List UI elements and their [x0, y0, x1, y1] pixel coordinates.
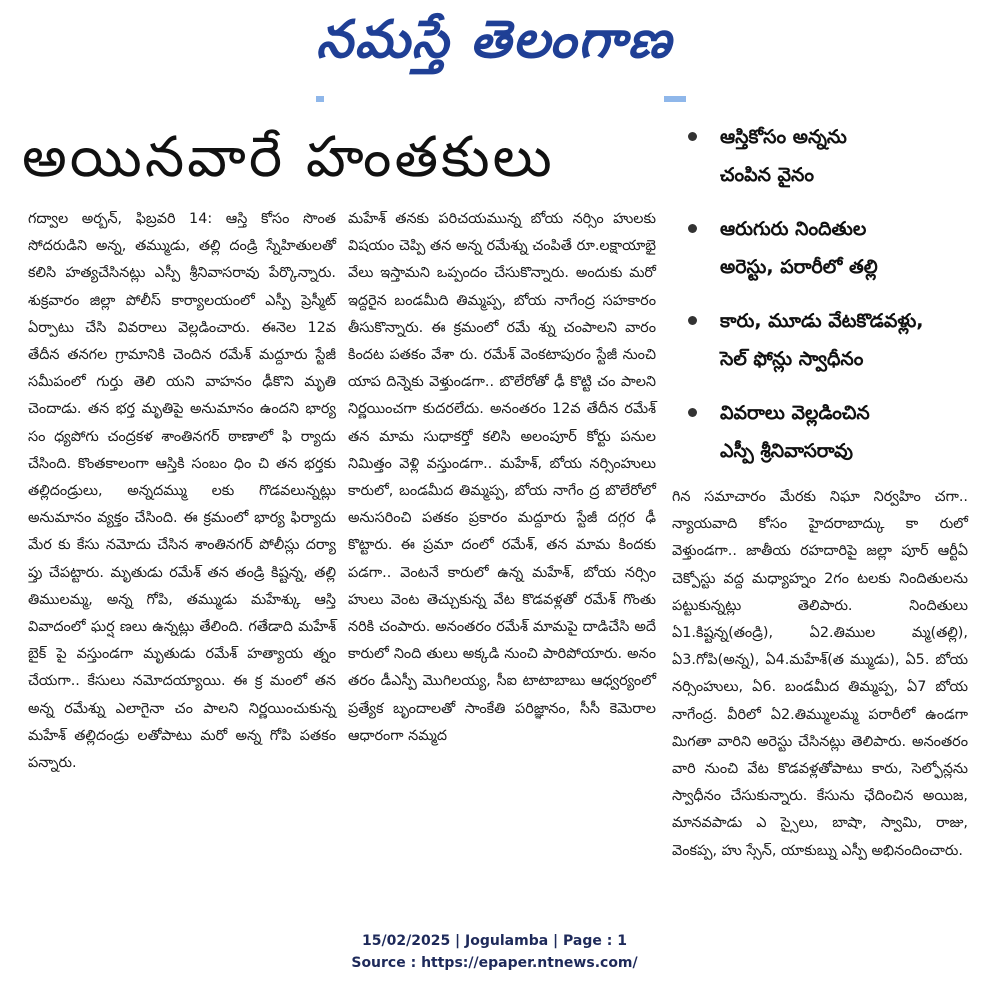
- highlights-box: [680, 118, 980, 486]
- article-paragraph: గిన సమాచారం మేరకు నిఘా నిర్వహిం చగా.. న్యాయవాది కోసం హైదరాబాద్కు కా రులో వెళ్తుండగా.. జాతీయ రహదారిపై జల్లా పూర్ ఆర్టీఏ చెక్పోస్టు వద్ద మధ్యాహ్నం 2గం టలకు నిందితులను పట్టుకున్నట్లు తెలిపారు. నిందితులు ఏ1.కిష్టన్న(తండ్రి), ఏ2.తిముల మ్మ(తల్లి), ఏ3.గోపి(అన్న), ఏ4.మహేశ్(త మ్ముడు), ఏ5. బోయ నర్సింహులు, ఏ6. బండమీద తిమ్మప్ప, ఏ7 బోయ నాగేంద్ర. వీరిలో ఏ2.తిమ్ములమ్మ పరారీలో ఉండగా మిగతా వారిని అరెస్టు చేసినట్లు తెలిపారు. అనంతరం వారి నుంచి వేట కొడవళ్లతోపాటు కారు, సెల్ఫోన్లను స్వాధీనం చేసుకున్నారు. కేసును ఛేదించిన అయిజ, మానవపాడు ఎ స్సైలు, బాషా, స్వామి, రాజు, వెంకప్ప, హు స్సేన్, యాకుబ్ను ఎస్పీ అభినందించారు.: [672, 489, 968, 859]
- article-column-3: [672, 484, 968, 910]
- highlight-line: కారు, మూడు వేటకొడవళ్లు,: [720, 310, 924, 332]
- highlight-item: [680, 118, 980, 194]
- decorative-dots-right: [664, 96, 686, 102]
- article-column-1: [28, 206, 336, 906]
- bullet-icon: [688, 224, 697, 233]
- bullet-icon: [688, 316, 697, 325]
- highlight-line: ఆరుగురు నిందితుల: [720, 218, 867, 240]
- highlight-line: ఎస్పీ శ్రీనివాసరావు: [720, 440, 853, 462]
- highlight-line: చంపిన వైనం: [720, 164, 815, 186]
- highlight-line: అరెస్టు, పరారీలో తల్లి: [720, 256, 878, 278]
- source-link[interactable]: Source : https://epaper.ntnews.com/: [351, 955, 638, 971]
- bullet-icon: [688, 132, 697, 141]
- article-paragraph: మహేశ్ తనకు పరిచయమున్న బోయ నర్సిం హులకు విషయం చెప్పి తన అన్న రమేశ్ను చంపితే రూ.లక్షాయాభై వేలు ఇస్తామని ఒప్పందం చేసుకొన్నారు. అందుకు మరో ఇద్దరైన బండమీది తిమ్మప్ప, బోయ నాగేంద్ర సహకారం తీసుకొన్నారు. ఈ క్రమంలో రమే శ్ను చంపాలని వారం కిందట పతకం వేశా రు. రమేశ్ వెంకటాపురం స్టేజీ నుంచి యాప దిన్నెకు వెళ్తుండగా.. బొలేరోతో ఢీ కొట్టి చం పాలని నిర్ణయించగా కుదరలేదు. అనంతరం 12వ తేదీన రమేశ్ తన మామ సుధాకర్తో కలిసి అలంపూర్ కోర్టు పనుల నిమిత్తం వెళ్లి వస్తుండగా.. మహేశ్, బోయ నర్సింహులు కారులో, బండమీద తిమ్మప్ప, బోయ నాగేం ద్ర బొలేరోలో అనుసరించి పతకం ప్రకారం మద్దూరు స్టేజీ దగ్గర ఢీ కొట్టారు. ఈ ప్రమా దంలో రమేశ్, తన మామ కిందకు పడగా.. వెంటనే కారులో ఉన్న మహేశ్, బోయ నర్సిం హులు వెంట తెచ్చుకున్న వేట కొడవళ్లతో రమేశ్ గొంతు నరికి చంపారు. అనంతరం రమేశ్ మామపై దాడిచేసి అదే కారులో నింది తులు అక్కడి నుంచి పారిపోయారు. అనం తరం డీఎస్పీ మొగిలయ్య, సీఐ టాటాబాబు ఆధ్వర్యంలో ప్రత్యేక బృందాలతో సాంకేతి పరిజ్ఞానం, సీసీ కెమెరాల ఆధారంగా నమ్మద: [348, 211, 656, 744]
- article-paragraph: గద్వాల అర్బన్, ఫిబ్రవరి 14: ఆస్తి కోసం సొంత సోదరుడిని అన్న, తమ్ముడు, తల్లి దండ్రి స్నేహితులతో కలిసి హత్యచేసినట్లు ఎస్పీ శ్రీనివాసరావు పేర్కొన్నారు. శుక్రవారం జిల్లా పోలీస్ కార్యాలయంలో ఎస్పీ ప్రెస్మీట్ ఏర్పాటు చేసి వివరాలు వెల్లడించారు. ఈనెల 12వ తేదీన తనగల గ్రామానికి చెందిన రమేశ్ మద్దూరు స్టేజీ సమీపంలో గుర్తు తెలి యని వాహనం ఢీకొని మృతి చెందాడు. తన భర్త మృతిపై అనుమానం ఉందని భార్య సం ధ్యపోగు చంద్రకళ శాంతినగర్ ఠాణాలో ఫి ర్యాదు చేసింది. కొంతకాలంగా ఆస్తికి సంబం ధిం చి తన భర్తకు తల్లిదండ్రులు, అన్నదమ్ము లకు గొడవలున్నట్లు అనుమానం వ్యక్తం చేసింది. ఈ క్రమంలో భార్య ఫిర్యాదు మేర కు కేసు నమోదు చేసిన శాంతినగర్ పోలీస్లు దర్యా ప్తు చేపట్టారు. మృతుడు రమేశ్ తన తండ్రి కిష్టన్న, తల్లి తిములమ్మ, అన్న గోపి, తమ్ముడు మహేశ్కు ఆస్తి వివాదంలో ఘర్ష ణలు ఉన్నట్లు తేలింది. గతేడాది మహేశ్ బైక్ పై వస్తుండగా మృతుడు రమేశ్ హత్యాయ త్నం చేయగా.. కేసులు నమోదయ్యాయి. ఈ క్ర మంలో తన అన్న రమేశ్ను ఎలాగైనా చం పాలని నిర్ణయించుకున్న మహేశ్ తల్లిదండ్రు లతోపాటు మరో అన్న గోపి పతకం పన్నారు.: [28, 211, 336, 772]
- newspaper-masthead: నమస్తే తెలంగాణ: [316, 10, 673, 70]
- highlight-line: సెల్ ఫోన్లు స్వాధీనం: [720, 348, 864, 370]
- date-edition-line: 15/02/2025 | Jogulamba | Page : 1: [362, 933, 627, 949]
- highlight-line: వివరాలు వెల్లడించిన: [720, 402, 870, 424]
- highlight-item: [680, 210, 980, 286]
- highlight-item: [680, 394, 980, 470]
- bullet-icon: [688, 408, 697, 417]
- article-headline: అయినవారే హంతకులు: [22, 125, 555, 190]
- article-column-2: [348, 206, 656, 906]
- source-footer: [0, 930, 989, 974]
- highlight-line: ఆస్తికోసం అన్నను: [720, 126, 847, 148]
- decorative-dots-left: [316, 96, 324, 102]
- highlight-item: [680, 302, 980, 378]
